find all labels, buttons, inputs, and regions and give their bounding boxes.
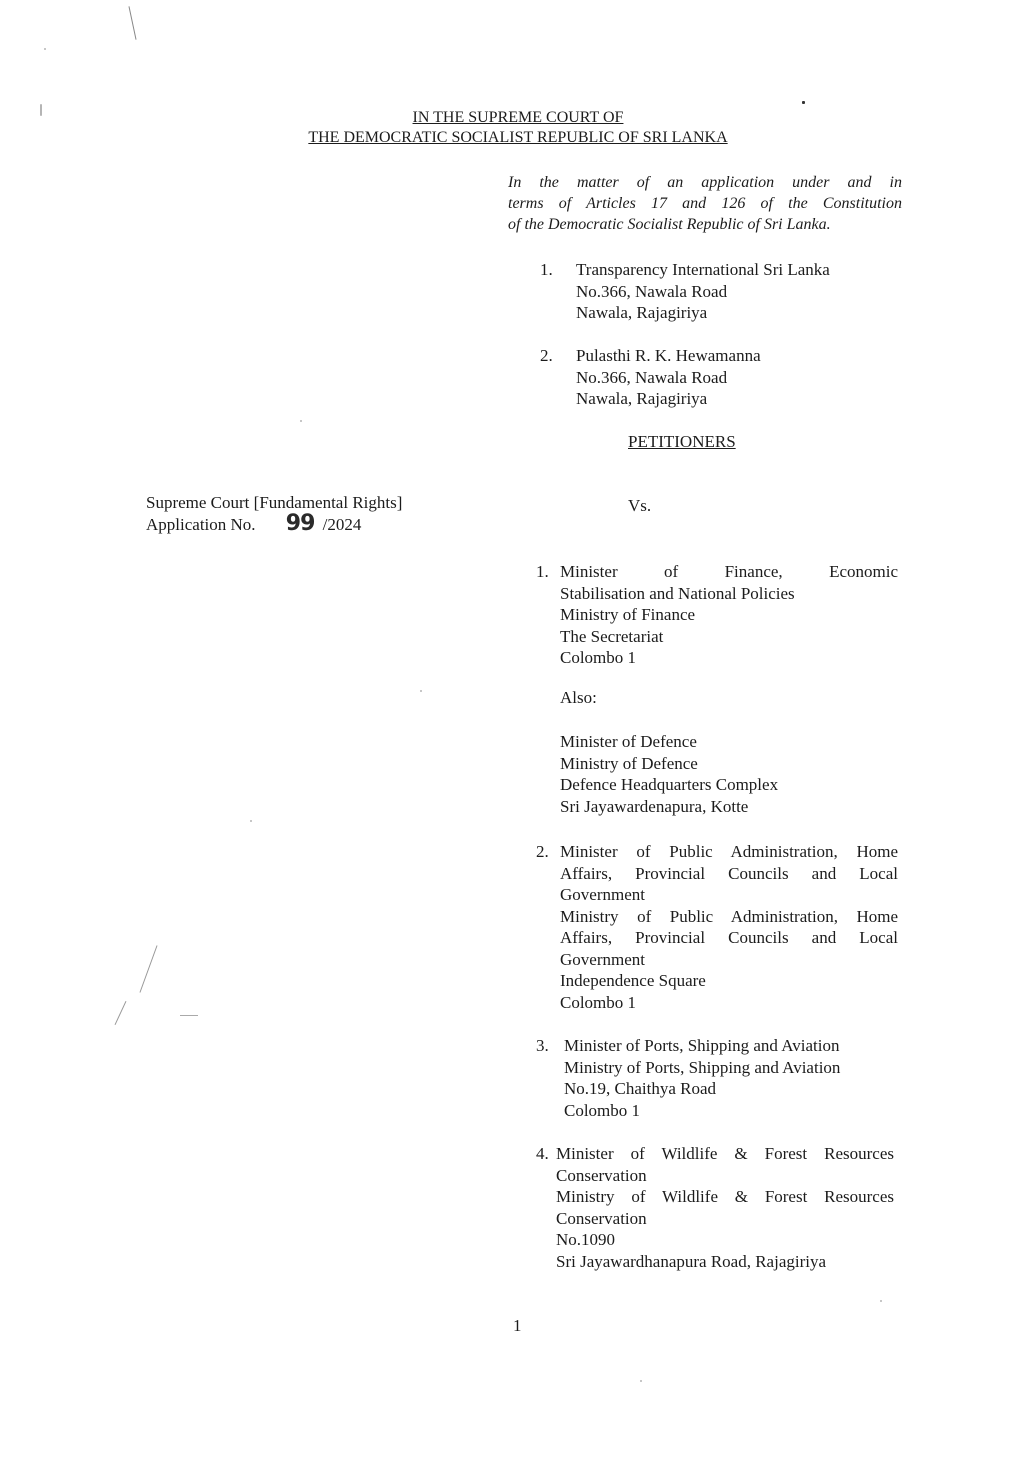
matter-of-application bbox=[508, 172, 902, 235]
petitioner-line: Nawala, Rajagiriya bbox=[576, 303, 708, 322]
court-header-line1: IN THE SUPREME COURT OF bbox=[412, 109, 624, 126]
respondent-line: Sri Jayawardenapura, Kotte bbox=[560, 796, 749, 816]
respondent-3 bbox=[536, 1035, 898, 1123]
petitioner-line: Transparency International Sri Lanka bbox=[576, 260, 830, 279]
respondent-line: Ministry of Finance bbox=[560, 605, 696, 624]
respondent-line: Colombo 1 bbox=[560, 992, 637, 1012]
respondent-line: Stabilisation and National Policies bbox=[560, 583, 795, 603]
respondent-1-also bbox=[560, 731, 898, 819]
respondent-number: 4. bbox=[536, 1144, 549, 1163]
matter-line: of the Democratic Socialist Republic of Sri Lanka. bbox=[508, 216, 831, 233]
matter-line: In the matter of an application under and in bbox=[508, 174, 902, 191]
case-number bbox=[146, 492, 402, 535]
scan-speck bbox=[250, 820, 252, 822]
respondent-line: Minister of Finance, Economic bbox=[560, 562, 898, 581]
respondent-2 bbox=[536, 841, 898, 1016]
respondent-line: Affairs, Provincial Councils and Local bbox=[560, 928, 898, 947]
respondent-line: Affairs, Provincial Councils and Local bbox=[560, 863, 898, 883]
respondent-line: Independence Square bbox=[560, 971, 706, 990]
scan-speck bbox=[640, 1380, 642, 1382]
respondent-number: 3. bbox=[536, 1036, 549, 1055]
scan-speck bbox=[300, 420, 302, 422]
application-number-line bbox=[146, 513, 402, 535]
petitioner-line: No.366, Nawala Road bbox=[576, 367, 728, 387]
respondent-line: The Secretariat bbox=[560, 626, 664, 646]
respondent-line: Ministry of Public Administration, Home bbox=[560, 906, 898, 926]
petitioners-label: PETITIONERS bbox=[628, 432, 736, 451]
respondent-line: Ministry of Ports, Shipping and Aviation bbox=[564, 1057, 841, 1077]
application-year: /2024 bbox=[322, 515, 362, 534]
petitioner-1 bbox=[540, 259, 900, 325]
scan-mark bbox=[139, 945, 157, 992]
also-label: Also: bbox=[560, 688, 597, 707]
respondent-number: 1. bbox=[536, 562, 549, 581]
petitioner-line: Pulasthi R. K. Hewamanna bbox=[576, 346, 761, 365]
case-court-line: Supreme Court [Fundamental Rights] bbox=[146, 493, 403, 512]
respondent-line: Minister of Defence bbox=[560, 732, 697, 751]
respondent-1 bbox=[536, 561, 898, 671]
scan-speck bbox=[880, 1300, 882, 1302]
respondent-line: Ministry of Wildlife & Forest Resources bbox=[556, 1187, 894, 1206]
respondent-4 bbox=[536, 1143, 894, 1275]
petitioner-line: Nawala, Rajagiriya bbox=[576, 389, 708, 408]
page-number: 1 bbox=[513, 1316, 522, 1335]
matter-line: terms of Articles 17 and 126 of the Constitution bbox=[508, 195, 902, 212]
court-header bbox=[0, 108, 1036, 148]
respondent-line: No.19, Chaithya Road bbox=[564, 1079, 717, 1098]
application-number-handwritten: 99 bbox=[285, 511, 315, 536]
respondent-line: Conservation bbox=[556, 1165, 647, 1185]
respondent-line: Ministry of Defence bbox=[560, 753, 698, 773]
scan-mark bbox=[180, 1015, 198, 1016]
application-prefix: Application No. bbox=[146, 515, 256, 534]
scan-speck bbox=[420, 690, 422, 692]
respondent-line: Defence Headquarters Complex bbox=[560, 775, 779, 794]
versus-label: Vs. bbox=[628, 496, 652, 515]
respondent-line: Conservation bbox=[556, 1208, 647, 1228]
respondent-line: Minister of Ports, Shipping and Aviation bbox=[564, 1036, 840, 1055]
respondent-line: Colombo 1 bbox=[564, 1100, 641, 1120]
court-header-line2: THE DEMOCRATIC SOCIALIST REPUBLIC OF SRI LANKA bbox=[308, 129, 728, 146]
petitioner-number: 1. bbox=[540, 260, 553, 279]
respondent-line: No.1090 bbox=[556, 1230, 616, 1249]
scan-speck bbox=[44, 48, 46, 50]
respondent-line: Government bbox=[560, 949, 645, 969]
respondent-line: Minister of Public Administration, Home bbox=[560, 842, 898, 861]
petitioner-line: No.366, Nawala Road bbox=[576, 281, 728, 301]
petitioner-2 bbox=[540, 345, 900, 411]
scan-mark bbox=[128, 6, 136, 39]
scan-mark bbox=[115, 1001, 127, 1025]
respondent-number: 2. bbox=[536, 842, 549, 861]
petitioner-number: 2. bbox=[540, 346, 553, 365]
respondent-line: Government bbox=[560, 885, 645, 904]
respondent-line: Colombo 1 bbox=[560, 648, 637, 667]
respondent-line: Minister of Wildlife & Forest Resources bbox=[556, 1144, 894, 1163]
scan-speck bbox=[802, 101, 805, 104]
respondent-line: Sri Jayawardhanapura Road, Rajagiriya bbox=[556, 1251, 827, 1271]
